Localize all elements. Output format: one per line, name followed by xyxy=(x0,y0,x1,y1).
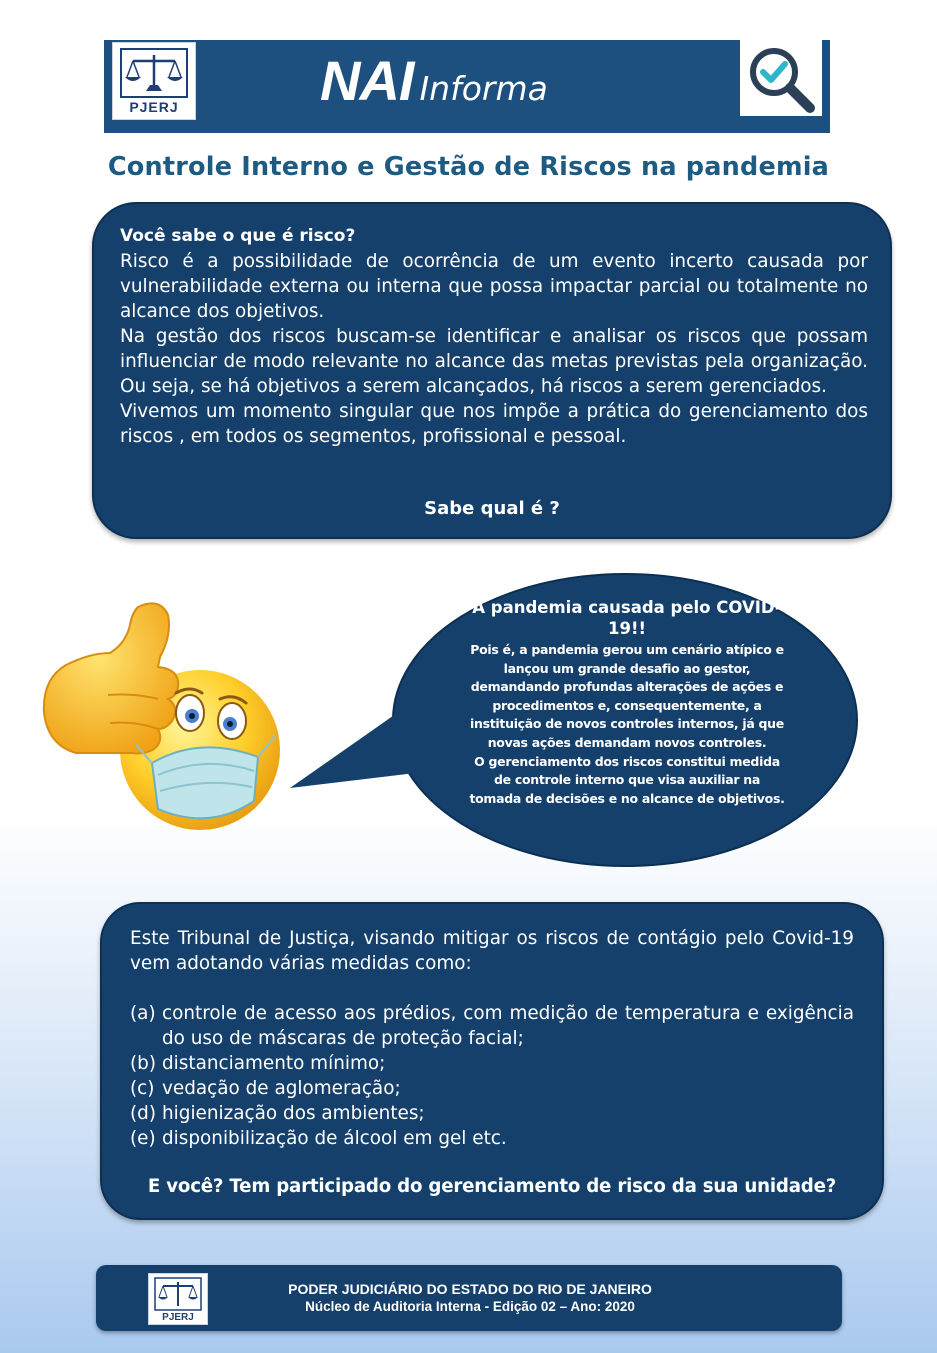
pjerj-logo xyxy=(112,42,196,120)
logo-text: PJERJ xyxy=(129,99,179,115)
spacer xyxy=(130,976,854,1001)
risk-ask: Sabe qual é ? xyxy=(424,498,560,519)
newsletter-title xyxy=(320,45,548,117)
measures-ask: E você? Tem participado do gerenciamento de risco da sua unidade? xyxy=(147,1176,837,1197)
bubble-body-2: O gerenciamento dos riscos constitui medida de controle interno que visa auxiliar na tomada de decisões e no alcance de objetivos. xyxy=(469,753,785,806)
footer-line-2: Núcleo de Auditoria Interna - Edição 02 – Ano: 2020 xyxy=(305,1299,635,1314)
speech-bubble-text xyxy=(468,597,786,808)
item-marker: (b) xyxy=(130,1053,157,1074)
scales-of-justice-icon xyxy=(113,43,195,101)
risk-paragraph-2: Na gestão dos riscos buscam-se identificar e analisar os riscos que possam influenciar de modo relevante no alcance das metas previstas pela organização. Ou seja, se há objetivos a serem alcançados, há riscos a serem gerenciados. xyxy=(120,326,868,397)
page-title: Controle Interno e Gestão de Riscos na pandemia xyxy=(107,152,830,182)
footer-text xyxy=(230,1281,710,1315)
measure-item xyxy=(130,1101,854,1126)
item-text: distanciamento mínimo; xyxy=(162,1053,386,1074)
title-sub: Informa xyxy=(419,69,548,108)
footer-line-1: PODER JUDICIÁRIO DO ESTADO DO RIO DE JANEIRO xyxy=(288,1281,652,1297)
item-marker: (e) xyxy=(130,1128,156,1149)
search-check-box xyxy=(740,40,822,116)
risk-question: Você sabe o que é risco? xyxy=(120,226,356,246)
measures-text xyxy=(130,926,854,1151)
item-text: disponibilização de álcool em gel etc. xyxy=(162,1128,507,1149)
risk-paragraph-1: Risco é a possibilidade de ocorrência de um evento incerto causada por vulnerabilidade externa ou interna que possa impactar parcial ou totalmente no alcance dos objetivos. xyxy=(120,251,868,322)
scales-of-justice-icon xyxy=(149,1274,207,1312)
risk-paragraph-3: Vivemos um momento singular que nos impõe a prática do gerenciamento dos riscos , em todos os segmentos, profissional e pessoal. xyxy=(120,401,868,447)
measure-item xyxy=(130,1126,854,1151)
item-marker: (a) xyxy=(130,1003,156,1024)
item-text: controle de acesso aos prédios, com medição de temperatura e exigência do uso de máscaras de proteção facial; xyxy=(162,1003,854,1049)
item-marker: (d) xyxy=(130,1103,157,1124)
thumbs-up-mask-emoji xyxy=(40,595,280,840)
measures-box xyxy=(100,902,884,1220)
risk-definition-text xyxy=(120,224,868,449)
title-main: NAI xyxy=(320,49,414,112)
item-marker: (c) xyxy=(130,1078,155,1099)
magnifier-check-icon xyxy=(740,40,822,116)
footer-logo-text: PJERJ xyxy=(162,1312,194,1323)
item-text: higienização dos ambientes; xyxy=(162,1103,425,1124)
bubble-body-1: Pois é, a pandemia gerou um cenário atípico e lançou um grande desafio ao gestor, demandando profundas alterações de ações e procedimentos e, consequentemente, a instituição de novos controles internos, já que novas ações demandam novos controles. xyxy=(470,642,784,750)
risk-definition-box xyxy=(92,202,892,539)
measure-item xyxy=(130,1076,854,1101)
item-text: vedação de aglomeração; xyxy=(162,1078,401,1099)
measures-intro: Este Tribunal de Justiça, visando mitigar os riscos de contágio pelo Covid-19 vem adotando várias medidas como: xyxy=(130,928,854,974)
footer-logo xyxy=(148,1273,208,1325)
bubble-title: A pandemia causada pelo COVID-19!! xyxy=(472,598,782,638)
measure-item xyxy=(130,1051,854,1076)
measure-item xyxy=(130,1001,854,1051)
